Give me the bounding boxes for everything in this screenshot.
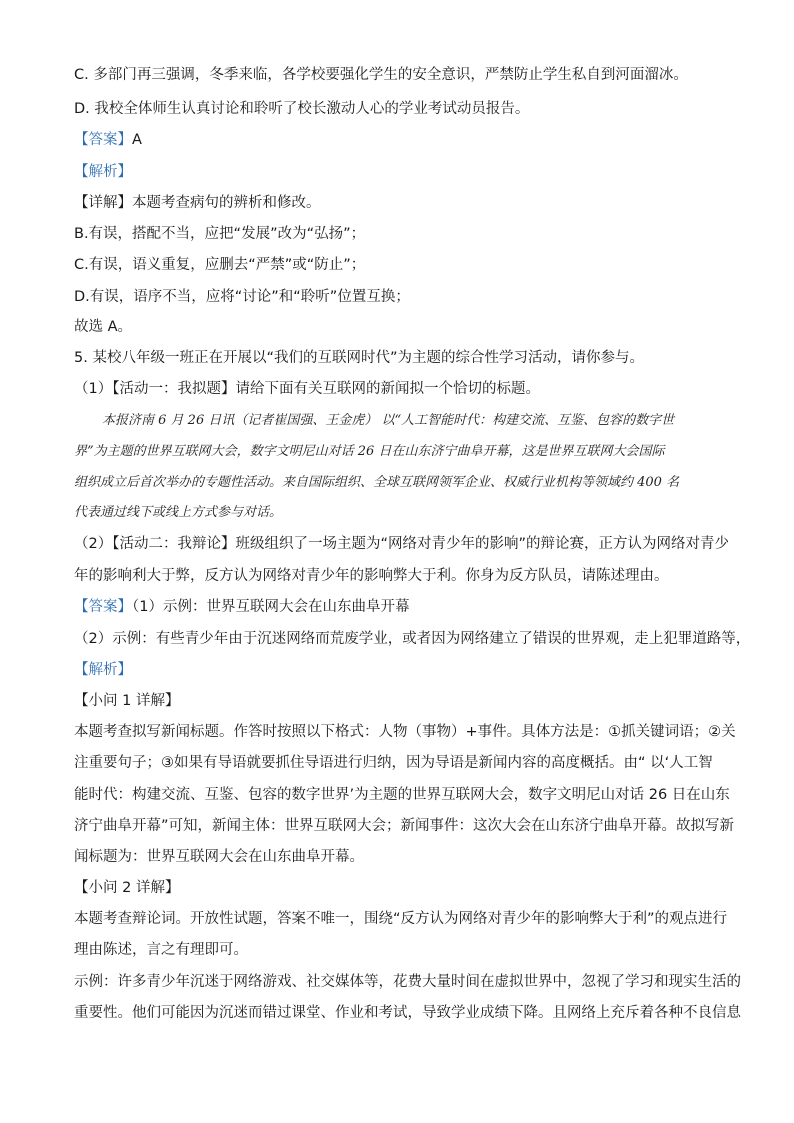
body-line: 本题考查辩论词。开放性试题，答案不唯一，围绕“反方认为网络对青少年的影响弊大于利”的观点进行 — [74, 911, 728, 927]
option-c-line: C. 多部门再三强调，冬季来临，各学校要强化学生的安全意识，严禁防止学生私自到河面溜冰。 — [74, 67, 688, 83]
news-line: 本报济南 6 月 26 日讯（记者崔国强、王金虎） 以“人工智能时代：构建交流、互鉴、包容的数字世 — [102, 413, 675, 428]
body-line: 示例：许多青少年沉迷于网络游戏、社交媒体等，花费大量时间在虚拟世界中，忽视了学习和现实生活的 — [74, 974, 741, 990]
explain-d-line: D.有误，语序不当，应将“讨论”和“聆听”位置互换； — [74, 289, 410, 305]
body-line: 济宁曲阜开幕”可知，新闻主体：世界互联网大会；新闻事件：这次大会在山东济宁曲阜开幕。故拟写新 — [74, 818, 735, 834]
answer-text: （1）示例：世界互联网大会在山东曲阜开幕 — [132, 599, 410, 615]
body-line: 本题考查拟写新闻标题。作答时按照以下格式：人物（事物）+事件。具体方法是：①抓关键词语；②关 — [74, 724, 736, 740]
analysis-tag-line — [74, 660, 132, 680]
body-line: 能时代：构建交流、互鉴、包容的数字世界’为主题的世界互联网大会，数字文明尼山对话 26 日在山东 — [74, 787, 730, 803]
analysis-tag: 【解析】 — [74, 662, 132, 678]
detail-line: 【详解】本题考查病句的辨析和修改。 — [74, 195, 321, 211]
explain-b-line: B.有误，搭配不当，应把“发展”改为“弘扬”； — [74, 226, 366, 242]
question-5-line: 5. 某校八年级一班正在开展以“我们的互联网时代”为主题的综合性学习活动，请你参与。 — [74, 350, 644, 366]
activity-2-line: （2）【活动二：我辩论】班级组织了一场主题为“网络对青少年的影响”的辩论赛，正方认为网络对青少 — [74, 536, 729, 552]
body-line: 重要性。他们可能因为沉迷而错过课堂、作业和考试，导致学业成绩下降。且网络上充斥着各种不良信息 — [74, 1005, 741, 1021]
answer-tag: 【答案】 — [74, 132, 132, 148]
news-line: 界”为主题的世界互联网大会，数字文明尼山对话 26 日在山东济宁曲阜开幕，这是世界互联网大会国际 — [74, 444, 665, 459]
body-line: 理由陈述，言之有理即可。 — [74, 942, 248, 958]
body-line: 注重要句子；③如果有导语就要抓住导语进行归纳，因为导语是新闻内容的高度概括。由“ 以‘人工智 — [74, 755, 713, 771]
analysis-tag-line — [74, 162, 132, 182]
explain-c-line: C.有误，语义重复，应删去“严禁”或“防止”； — [74, 257, 366, 273]
sub-question-1-heading: 【小问 1 详解】 — [74, 693, 180, 709]
activity-1-line: （1）【活动一：我拟题】请给下面有关互联网的新闻拟一个恰切的标题。 — [74, 381, 540, 397]
news-line: 代表通过线下或线上方式参与对话。 — [74, 505, 283, 520]
answer-tag: 【答案】 — [74, 599, 132, 615]
body-line: 闻标题为：世界互联网大会在山东曲阜开幕。 — [74, 849, 364, 865]
answer-line — [74, 597, 409, 617]
answer-text: A — [132, 132, 142, 148]
answer-line — [74, 130, 142, 150]
conclusion-line: 故选 A。 — [74, 319, 133, 335]
analysis-tag: 【解析】 — [74, 164, 132, 180]
activity-2-line: 年的影响利大于弊，反方认为网络对青少年的影响弊大于利。你身为反方队员，请陈述理由。 — [74, 568, 669, 584]
option-d-line: D. 我校全体师生认真讨论和聆听了校长激动人心的学业考试动员报告。 — [74, 101, 530, 117]
news-line: 组织成立后首次举办的专题性活动。来自国际组织、全球互联网领军企业、权威行业机构等领域约 400 名 — [74, 475, 680, 490]
answer-2-line: （2）示例：有些青少年由于沉迷网络而荒废学业，或者因为网络建立了错误的世界观，走上犯罪道路等， — [74, 631, 751, 647]
sub-question-2-heading: 【小问 2 详解】 — [74, 880, 180, 896]
